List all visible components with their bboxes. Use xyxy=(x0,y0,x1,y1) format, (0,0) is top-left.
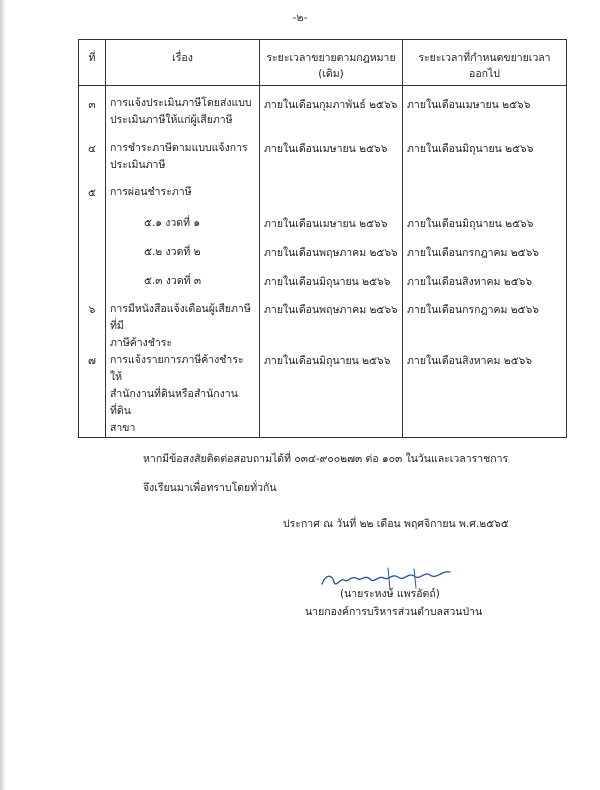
row-topic-line: การแจ้งประเมินภาษีโดยส่งแบบ xyxy=(110,97,252,109)
row-topic-line: ภาษีค้างชำระ xyxy=(110,336,173,349)
closing-statement: จึงเรียนมาเพื่อทราบโดยทั่วกัน xyxy=(143,482,277,494)
table-row xyxy=(79,86,567,140)
header-no: ที่ xyxy=(79,40,106,86)
row-topic xyxy=(106,184,260,215)
row-no xyxy=(79,273,106,301)
row-no xyxy=(79,244,106,273)
row-original-period: ภายในเดือนเมษายน ๒๕๖๖ xyxy=(260,215,403,244)
row-extended-period: ภายในเดือนมิถุนายน ๒๕๖๖ xyxy=(403,140,567,184)
header-extended-line1: ระยะเวลาที่กำหนดขยายเวลา xyxy=(418,52,551,64)
row-extended-period xyxy=(403,184,567,215)
row-extended-period: ภายในเดือนสิงหาคม ๒๕๖๖ xyxy=(403,273,567,301)
row-no xyxy=(79,215,106,244)
row-topic xyxy=(106,140,260,184)
contact-note: หากมีข้อสงสัยติดต่อสอบถามได้ที่ ๐๓๔-๙๐๐๒๗๓ ต่อ ๑๐๓ ในวันและเวลาราชการ xyxy=(143,453,509,465)
row-no: ๖ xyxy=(79,301,106,352)
table-row xyxy=(79,244,567,273)
table-row xyxy=(79,301,567,352)
row-no: ๕ xyxy=(79,184,106,215)
row-original-period: ภายในเดือนพฤษภาคม ๒๕๖๖ xyxy=(260,244,403,273)
row-no: ๔ xyxy=(79,140,106,184)
row-original-period: ภายในเดือนมิถุนายน ๒๕๖๖ xyxy=(260,352,403,438)
header-original-line2: (เดิม) xyxy=(318,68,344,80)
row-original-period: ภายในเดือนกุมภาพันธ์ ๒๕๖๖ xyxy=(260,86,403,140)
row-topic-line: ๕.๒ งวดที่ ๒ xyxy=(144,245,201,258)
row-extended-period: ภายในเดือนมิถุนายน ๒๕๖๖ xyxy=(403,215,567,244)
row-topic-line: การแจ้งรายการภาษีค้างชำระให้ xyxy=(110,353,244,383)
table-row xyxy=(79,184,567,215)
row-topic-line: การชำระภาษีตามแบบแจ้งการ xyxy=(110,141,248,154)
scan-edge-shadow xyxy=(0,0,6,790)
row-original-period xyxy=(260,184,403,215)
table-row xyxy=(79,273,567,301)
row-original-period: ภายในเดือนพฤษภาคม ๒๕๖๖ xyxy=(260,301,403,352)
row-topic-line: การมีหนังสือแจ้งเตือนผู้เสียภาษีที่มี xyxy=(110,302,251,332)
table-header-row xyxy=(79,40,567,86)
row-extended-period: ภายในเดือนกรกฎาคม ๒๕๖๖ xyxy=(403,301,567,352)
header-original-period xyxy=(260,40,403,86)
table-row xyxy=(79,140,567,184)
row-topic-line: สาขา xyxy=(110,421,136,434)
row-no: ๓ xyxy=(79,86,106,140)
row-topic xyxy=(106,301,260,352)
row-extended-period: ภายในเดือนกรกฎาคม ๒๕๖๖ xyxy=(403,244,567,273)
announcement-date: ประกาศ ณ วันที่ ๒๒ เดือน พฤศจิกายน พ.ศ.๒๕๖๕ xyxy=(283,518,509,530)
row-topic xyxy=(106,352,260,438)
header-topic: เรื่อง xyxy=(106,40,260,86)
row-topic xyxy=(106,86,260,140)
row-original-period: ภายในเดือนมิถุนายน ๒๕๖๖ xyxy=(260,273,403,301)
signatory-title: นายกองค์การบริหารส่วนตำบลสวนป่าน xyxy=(305,606,483,618)
row-extended-period: ภายในเดือนเมษายน ๒๕๖๖ xyxy=(403,86,567,140)
row-topic xyxy=(106,244,260,273)
row-topic-line: สำนักงานที่ดินหรือสำนักงานที่ดิน xyxy=(110,387,238,417)
row-topic-line: ประเมินภาษีให้แก่ผู้เสียภาษี xyxy=(110,114,233,126)
row-extended-period: ภายในเดือนสิงหาคม ๒๕๖๖ xyxy=(403,352,567,438)
header-original-line1: ระยะเวลาขยายตามกฎหมาย xyxy=(266,52,396,64)
row-topic-line: ประเมินภาษี xyxy=(110,158,166,171)
header-extended-line2: ออกไป xyxy=(469,68,500,80)
row-topic xyxy=(106,273,260,301)
row-topic-line: ๕.๑ งวดที่ ๑ xyxy=(144,216,201,229)
row-no: ๗ xyxy=(79,352,106,438)
header-extended-period xyxy=(403,40,567,86)
table-row xyxy=(79,215,567,244)
table-row xyxy=(79,352,567,438)
row-topic xyxy=(106,215,260,244)
row-original-period: ภายในเดือนเมษายน ๒๕๖๖ xyxy=(260,140,403,184)
row-topic-line: การผ่อนชำระภาษี xyxy=(110,185,192,198)
row-topic-line: ๕.๓ งวดที่ ๓ xyxy=(144,274,202,287)
extension-schedule-table xyxy=(78,39,567,438)
page-number: -๒- xyxy=(292,11,308,24)
signatory-name: (นายระหงษ์ แพรอัตถ์) xyxy=(340,588,440,600)
